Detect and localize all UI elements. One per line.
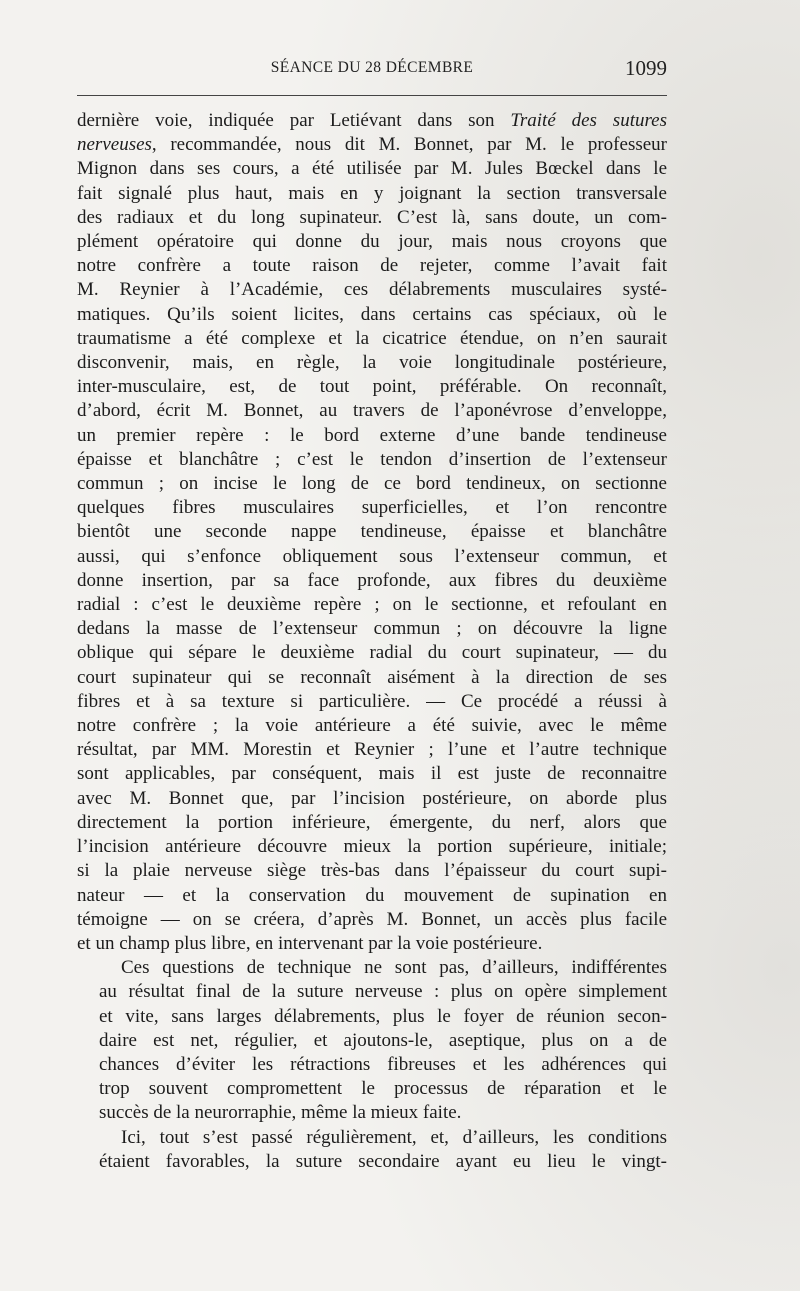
text-line: nateur — et la conservation du mouvement de supination en [77,884,667,906]
text-line: fibres et à sa texture si particulière. — Ce procédé a réussi à [77,690,667,712]
text-line: directement la portion inférieure, émergente, du nerf, alors que [77,811,667,833]
text-line: Ces questions de technique ne sont pas, d’ailleurs, indifférentes [121,957,667,979]
running-title: SÉANCE DU 28 DÉCEMBRE [270,59,474,76]
text-line: témoigne — on se créera, d’après M. Bonnet, un accès plus facile [77,908,667,930]
text-line: d’abord, écrit M. Bonnet, au travers de l’aponévrose d’enveloppe, [77,400,667,422]
text-line: radial : c’est le deuxième repère ; on le sectionne, et refoulant en [77,594,667,616]
text-line: l’incision antérieure découvre mieux la portion supérieure, initiale; [77,836,667,858]
text-line: succès de la neurorraphie, même la mieux faite. [99,1102,462,1124]
text-line: aussi, qui s’enfonce obliquement sous l’extenseur commun, et [77,545,667,567]
paragraph-2 [77,956,667,1125]
text-line: étaient favorables, la suture secondaire ayant eu lieu le vingt- [99,1150,667,1172]
text-line: disconvenir, mais, en règle, la voie longitudinale postérieure, [77,352,667,374]
text-line: matiques. Qu’ils soient licites, dans certains cas spéciaux, où le [77,303,667,325]
text-line: trop souvent compromettent le processus de réparation et le [99,1078,667,1100]
text-line: plément opératoire qui donne du jour, mais nous croyons que [77,231,667,253]
text-line: si la plaie nerveuse siège très-bas dans l’épaisseur du court supi- [77,860,667,882]
text-line: un premier repère : le bord externe d’une bande tendineuse [77,424,667,446]
text-line: résultat, par MM. Morestin et Reynier ; l’une et l’autre technique [77,739,667,761]
text-line: Ici, tout s’est passé régulièrement, et, d’ailleurs, les conditions [121,1126,667,1148]
text-line: court supinateur qui se reconnaît aisément à la direction de ses [77,666,667,688]
text-line: Mignon dans ses cours, a été utilisée par M. Jules Bœckel dans le [77,158,667,180]
body-text [77,109,667,1174]
paragraph-3 [77,1126,667,1174]
text-line: sont applicables, par conséquent, mais il est juste de reconnaitre [77,763,667,785]
text-line: fait signalé plus haut, mais en y joignant la section transversale [77,182,667,204]
text-line: dedans la masse de l’extenseur commun ; on découvre la ligne [77,618,667,640]
text-line: nerveuses, recommandée, nous dit M. Bonnet, par M. le professeur [77,134,667,156]
text-line: des radiaux et du long supinateur. C’est là, sans doute, un com- [77,206,667,228]
text-line: M. Reynier à l’Académie, ces délabrements musculaires systé- [77,279,667,301]
page-header [77,56,667,86]
text-line: oblique qui sépare le deuxième radial du court supinateur, — du [77,642,667,664]
text-line: traumatisme a été complexe et la cicatrice étendue, on n’en saurait [77,327,667,349]
italic-title: Traité des sutures [510,110,667,131]
paragraph-1 [77,109,667,956]
text-line: au résultat final de la suture nerveuse : plus on opère simplement [99,981,667,1003]
text-line: notre confrère a toute raison de rejeter, comme l’avait fait [77,255,667,277]
text-line: donne insertion, par sa face profonde, aux fibres du deuxième [77,569,667,591]
text-line: notre confrère ; la voie antérieure a été suivie, avec le même [77,715,667,737]
text-line: commun ; on incise le long de ce bord tendineux, on sectionne [77,473,667,495]
text-line: épaisse et blanchâtre ; c’est le tendon d’insertion de l’extenseur [77,448,667,470]
text-line: et un champ plus libre, en intervenant par la voie postérieure. [77,932,543,954]
text-line: avec M. Bonnet que, par l’incision postérieure, on aborde plus [77,787,667,809]
text-line: daire est net, régulier, et ajoutons-le, aseptique, plus on a de [99,1029,667,1051]
header-rule [77,95,667,96]
text-line: inter-musculaire, est, de tout point, préférable. On reconnaît, [77,376,667,398]
text-line: et vite, sans larges délabrements, plus le foyer de réunion secon- [99,1005,667,1027]
text-line: chances d’éviter les rétractions fibreuses et les adhérences qui [99,1053,667,1075]
text-line: bientôt une seconde nappe tendineuse, épaisse et blanchâtre [77,521,667,543]
page-number: 1099 [625,56,667,80]
italic-title-cont: nerveuses [77,134,152,156]
text-line: quelques fibres musculaires superficielles, et l’on rencontre [77,497,667,519]
text-line: dernière voie, indiquée par Letiévant dans son Traité des sutures [77,110,667,131]
